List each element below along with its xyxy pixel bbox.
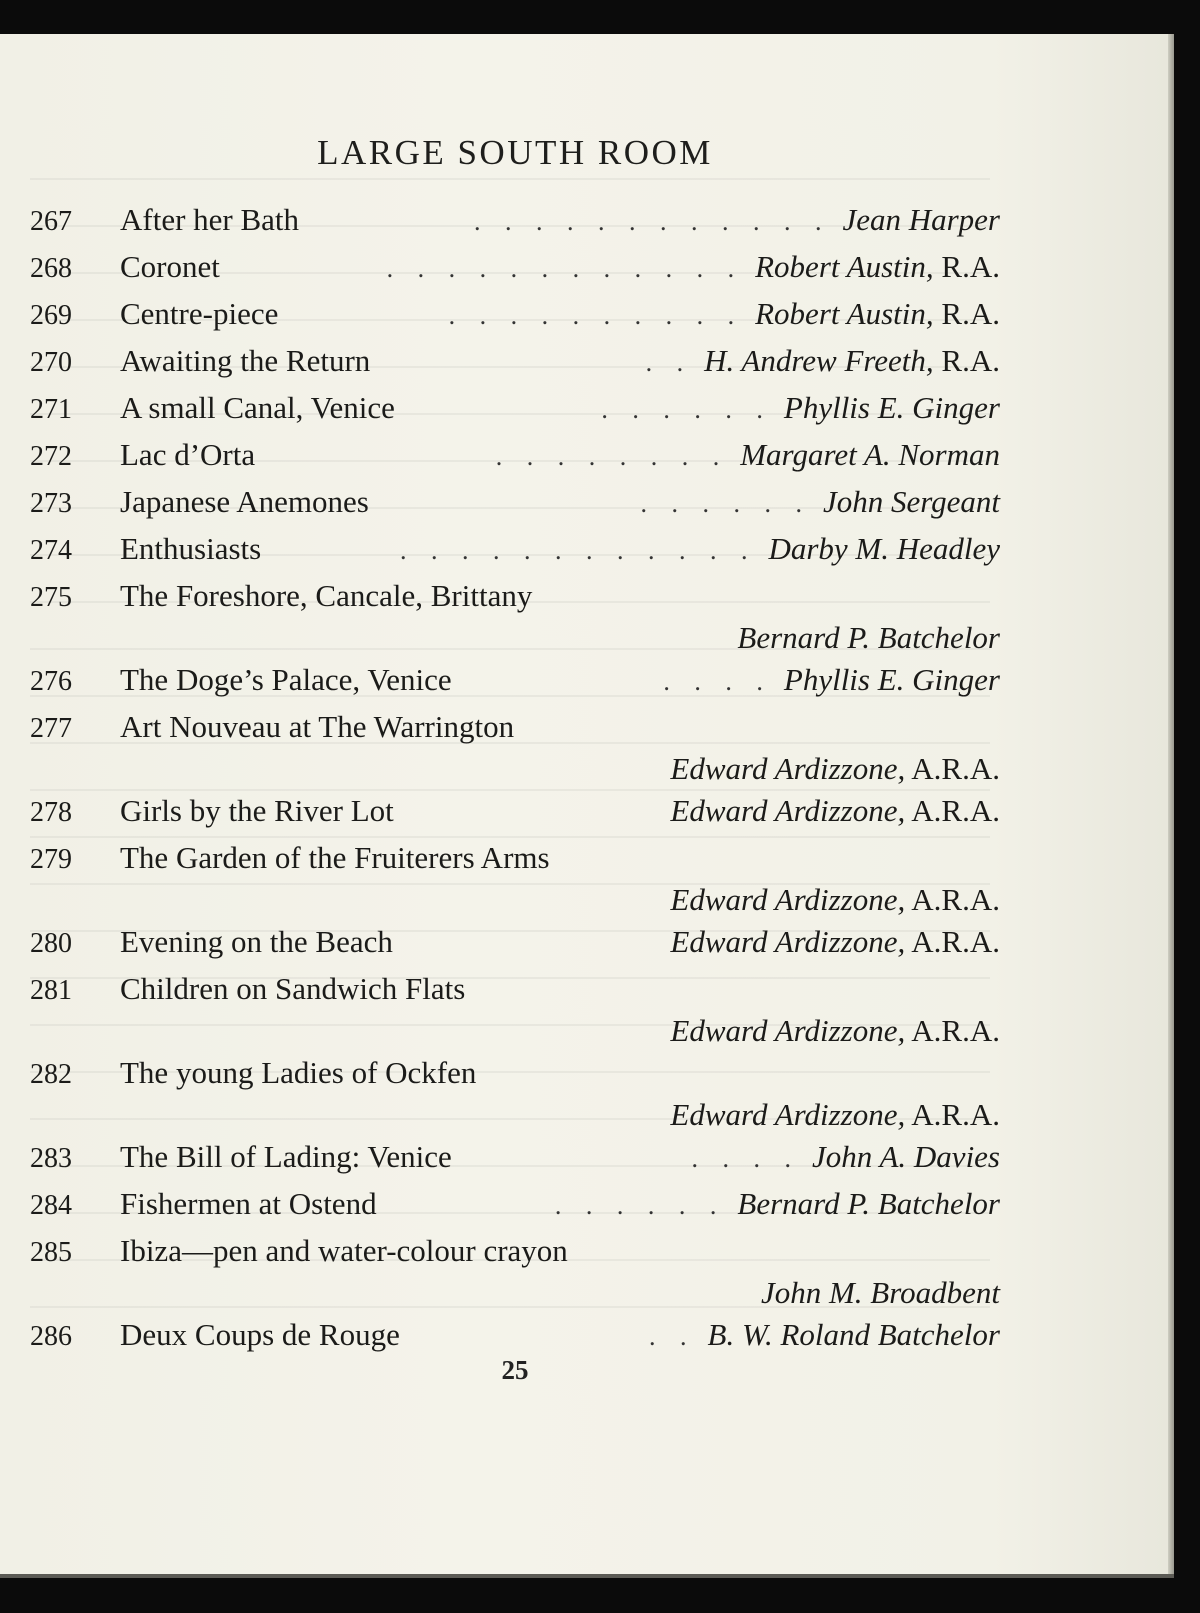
artist-name: Edward Ardizzone, [670,1097,906,1132]
artist-name: Edward Ardizzone, [670,751,906,786]
entry-artist [670,787,1000,834]
entry-artist [670,750,1000,787]
entry-number: 271 [30,394,72,425]
catalogue-entry [30,243,1000,290]
dot-leader: . . [645,348,693,377]
entry-title: The young Ladies of Ockfen [120,1055,477,1090]
artist-honour: R.A. [941,249,1000,284]
entry-title: Lac d’Orta [120,437,256,472]
entry-artist [823,478,1000,525]
artist-name: John Sergeant [822,484,1000,519]
entry-title: Deux Coups de Rouge [120,1317,400,1352]
entry-title: Enthusiasts [120,531,262,566]
entry-number: 280 [30,928,72,959]
catalogue-entry [30,1227,1000,1311]
entry-number: 274 [30,535,72,566]
catalogue-entry [30,290,1000,337]
entry-artist [755,243,1000,290]
entry-number: 273 [30,488,72,519]
catalogue-entry [30,703,1000,787]
entry-title: Fishermen at Ostend [120,1186,377,1221]
entry-title: The Doge’s Palace, Venice [120,662,452,697]
artist-honour: A.R.A. [911,882,1000,917]
entry-title: Ibiza—pen and water-colour crayon [120,1233,568,1268]
entry-title: Evening on the Beach [120,924,393,959]
catalogue-entry [30,384,1000,431]
room-title: LARGE SOUTH ROOM [317,133,713,172]
dot-leader: . . . . . . . . . . . . [473,207,831,236]
entry-artist [704,337,1000,384]
artist-name: Bernard P. Batchelor [737,620,1000,655]
artist-name: Margaret A. Norman [740,437,1000,472]
entry-artist [737,619,1000,656]
entry-number: 278 [30,797,72,828]
entry-title: Coronet [120,249,220,284]
entry-artist [670,918,1000,965]
catalogue-list [30,196,1000,1358]
entry-title: The Bill of Lading: Venice [120,1139,452,1174]
catalogue-entry [30,1049,1000,1133]
entry-artist [670,1096,1000,1133]
catalogue-entry [30,196,1000,243]
entry-artist [670,1012,1000,1049]
entry-number: 275 [30,582,72,613]
entry-number: 284 [30,1190,72,1221]
entry-artist [670,881,1000,918]
artist-honour: A.R.A. [911,924,1000,959]
catalogue-entry [30,572,1000,656]
artist-name: Edward Ardizzone, [670,924,906,959]
artist-name: Robert Austin, [755,296,934,331]
entry-number: 285 [30,1237,72,1268]
artist-name: John M. Broadbent [760,1275,1000,1310]
entry-title: Children on Sandwich Flats [120,971,466,1006]
page-edge-bottom [0,1574,1174,1578]
page-number: 25 [501,1355,529,1385]
entry-artist [842,196,1000,243]
entry-number: 279 [30,844,72,875]
entry-title: Japanese Anemones [120,484,369,519]
entry-number: 276 [30,666,72,697]
artist-name: Jean Harper [842,202,1000,237]
entry-number: 269 [30,300,72,331]
artist-name: Bernard P. Batchelor [737,1186,1000,1221]
artist-name: H. Andrew Freeth, [704,343,934,378]
entry-title: Centre-piece [120,296,279,331]
entry-number: 268 [30,253,72,284]
artist-name: B. W. Roland Batchelor [707,1317,1000,1352]
artist-name: John A. Davies [812,1139,1000,1174]
dot-leader: . . . . . . [640,489,811,518]
entry-number: 286 [30,1321,72,1352]
entry-artist [784,656,1000,703]
artist-name: Edward Ardizzone, [670,1013,906,1048]
catalogue-entry [30,1311,1000,1358]
dot-leader: . . . . [663,667,772,696]
dot-leader: . . . . . . . . . . . . [399,536,757,565]
entry-artist [812,1133,1000,1180]
entry-title: After her Bath [120,202,300,237]
entry-title: Girls by the River Lot [120,793,394,828]
entry-title: The Garden of the Fruiterers Arms [120,840,550,875]
entry-title: A small Canal, Venice [120,390,395,425]
entry-number: 283 [30,1143,72,1174]
catalogue-entry [30,656,1000,703]
entry-number: 270 [30,347,72,378]
entry-title: The Foreshore, Cancale, Brittany [120,578,533,613]
artist-honour: A.R.A. [911,793,1000,828]
dot-leader: . . . . . . . . . . [448,301,744,330]
dot-leader: . . . . . . . . . . . . [386,254,744,283]
dot-leader: . . . . [691,1144,801,1173]
artist-name: Phyllis E. Ginger [783,662,1000,697]
catalogue-entry [30,918,1000,965]
entry-title: Awaiting the Return [120,343,371,378]
page-edge [1168,34,1174,1574]
entry-number: 281 [30,975,72,1006]
entry-artist [737,1180,1000,1227]
entry-artist [768,525,1000,572]
dot-leader: . . [649,1322,696,1351]
entry-artist [761,1274,1000,1311]
catalogue-entry [30,525,1000,572]
catalogue-entry [30,965,1000,1049]
dot-leader: . . . . . . [601,395,772,424]
catalogue-entry [30,478,1000,525]
artist-name: Edward Ardizzone, [670,882,906,917]
catalogue-entry [30,431,1000,478]
entry-number: 267 [30,206,72,237]
catalogue-entry [30,337,1000,384]
entry-artist [740,431,1000,478]
entry-artist [708,1311,1000,1358]
artist-name: Phyllis E. Ginger [783,390,1000,425]
catalogue-entry [30,1133,1000,1180]
catalogue-entry [30,1180,1000,1227]
dot-leader: . . . . . . [554,1191,726,1220]
artist-name: Robert Austin, [755,249,934,284]
artist-honour: R.A. [941,296,1000,331]
artist-honour: R.A. [941,343,1000,378]
catalogue-entry [30,787,1000,834]
artist-name: Edward Ardizzone, [670,793,906,828]
artist-name: Darby M. Headley [768,531,1000,566]
entry-number: 272 [30,441,72,472]
entry-artist [784,384,1000,431]
entry-number: 277 [30,713,72,744]
entry-artist [755,290,1000,337]
dot-leader: . . . . . . . . [495,442,729,471]
artist-honour: A.R.A. [911,1097,1000,1132]
artist-honour: A.R.A. [911,751,1000,786]
entry-title: Art Nouveau at The Warrington [120,709,515,744]
entry-number: 282 [30,1059,72,1090]
catalogue-entry [30,834,1000,918]
artist-honour: A.R.A. [911,1013,1000,1048]
